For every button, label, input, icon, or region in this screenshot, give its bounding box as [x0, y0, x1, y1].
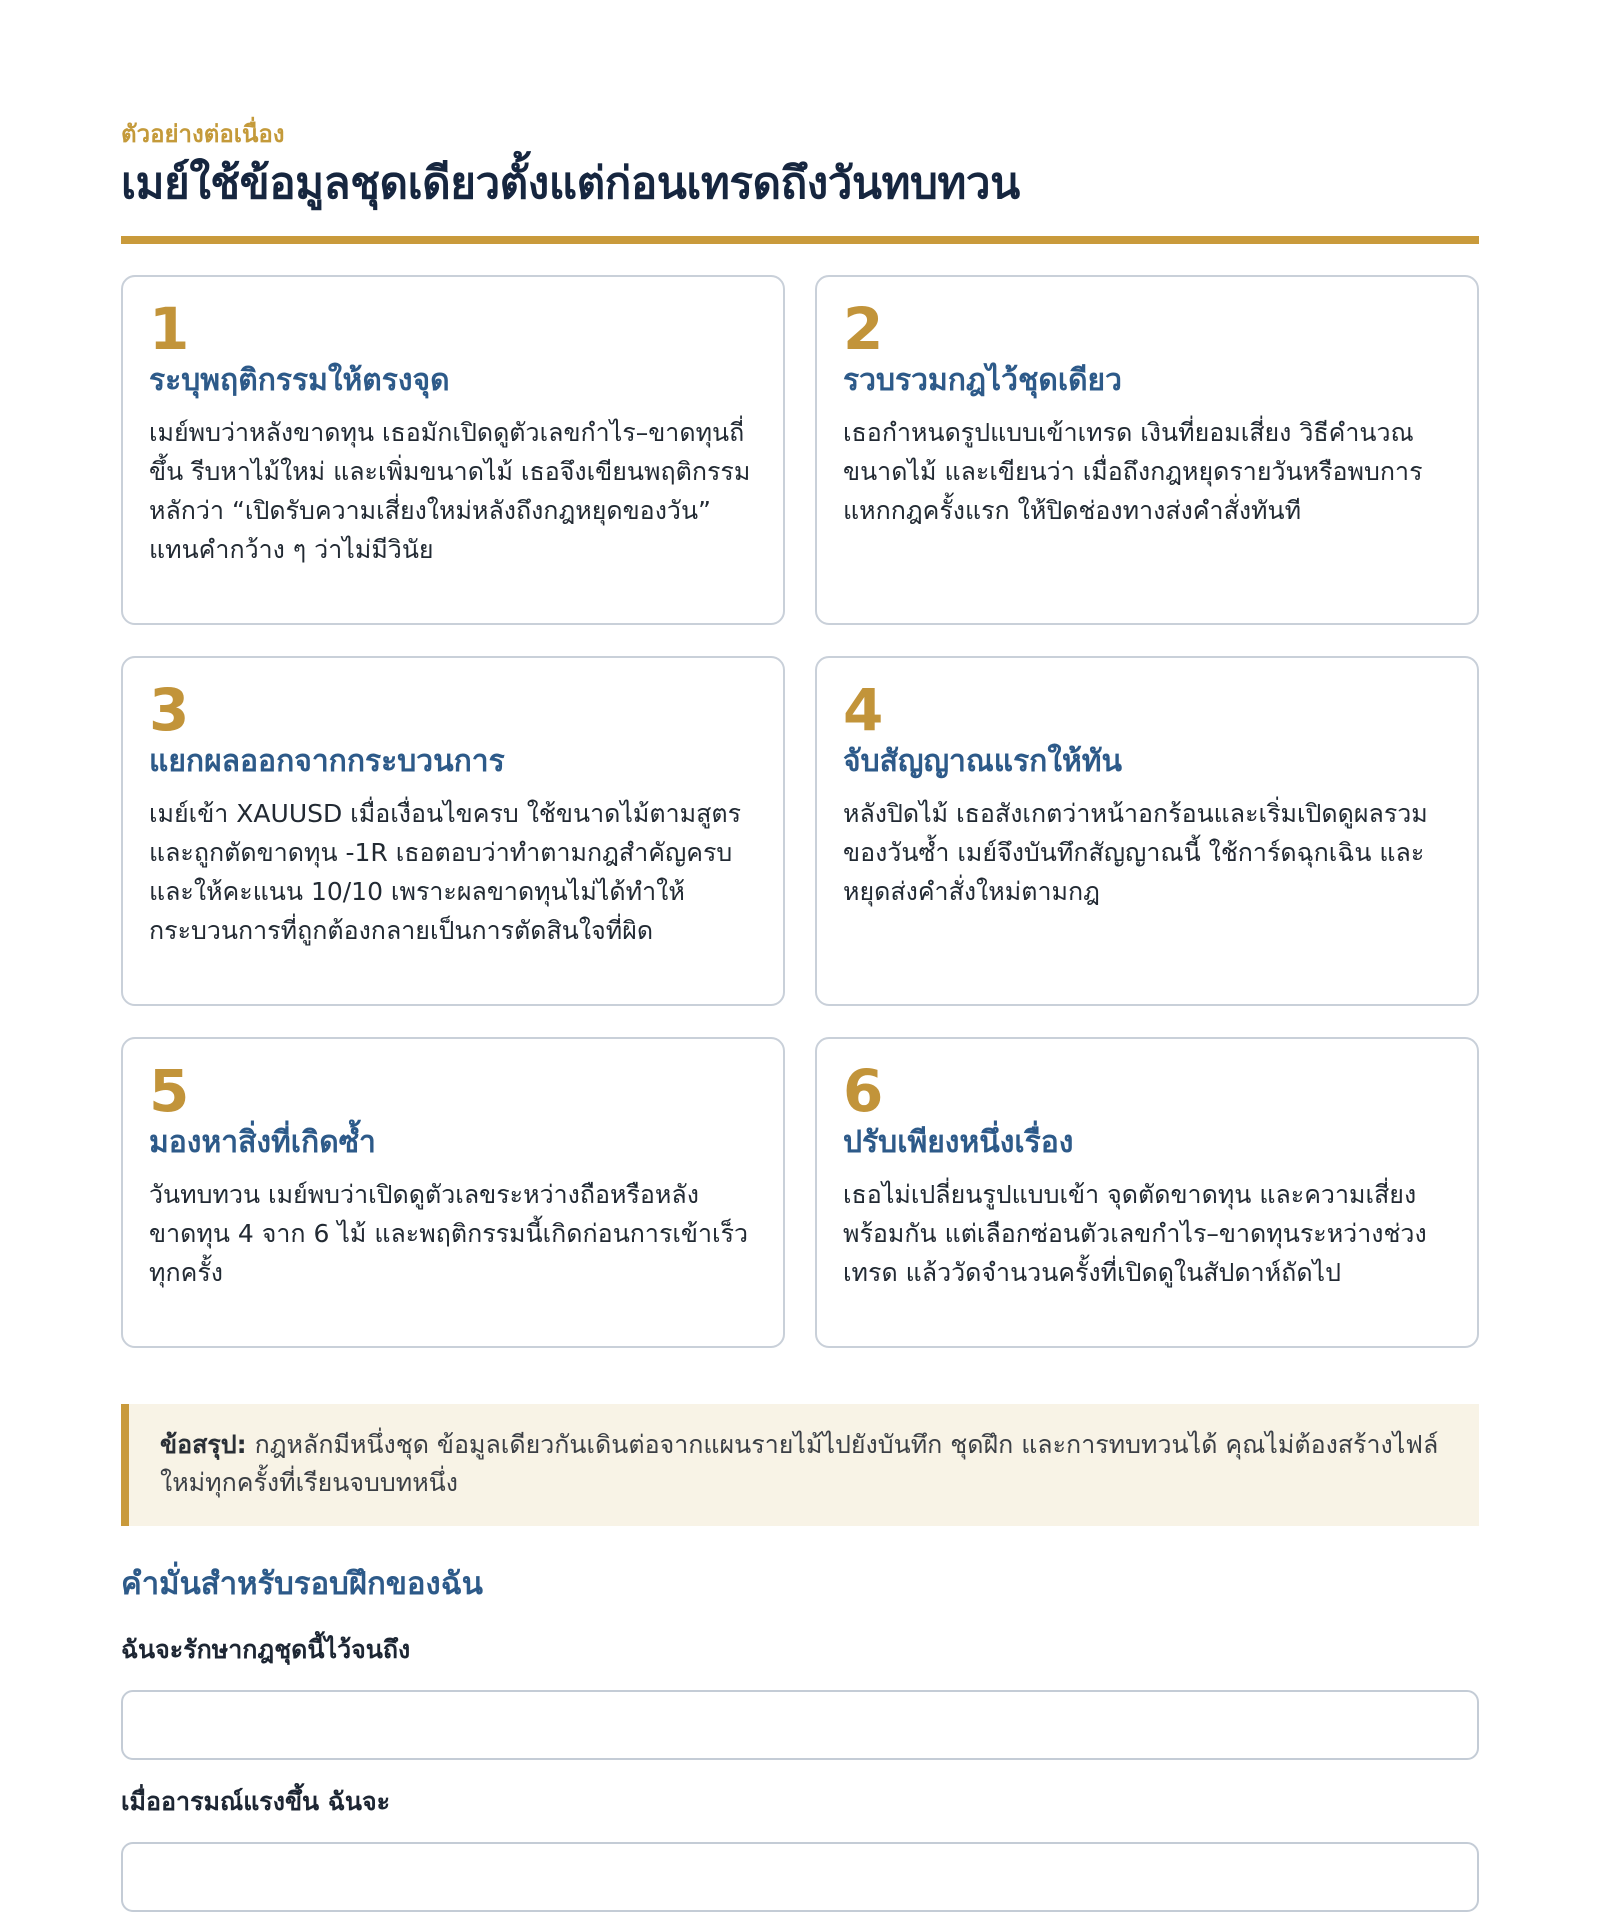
step-body: หลังปิดไม้ เธอสังเกตว่าหน้าอกร้อนและเริ่มเปิดดูผลรวมของวันซ้ำ เมย์จึงบันทึกสัญญาณนี้ ใช้การ์ดฉุกเฉิน และหยุดส่งคำสั่งใหม่ตามกฎ — [843, 799, 1428, 906]
step-body: เธอกำหนดรูปแบบเข้าเทรด เงินที่ยอมเสี่ยง วิธีคำนวณขนาดไม้ และเขียนว่า เมื่อถึงกฎหยุดรายวันหรือพบการแหกกฎครั้งแรก ให้ปิดช่องทางส่งคำสั่งทันที — [843, 418, 1423, 525]
commitment-field-label-2: เมื่ออารมณ์แรงขึ้น ฉันจะ — [121, 1787, 391, 1816]
eyebrow: ตัวอย่างต่อเนื่อง — [121, 120, 285, 148]
step-title: แยกผลออกจากกระบวนการ — [149, 744, 505, 779]
step-number: 5 — [149, 1057, 190, 1125]
step-number: 3 — [149, 676, 190, 744]
summary-label: ข้อสรุป: — [160, 1430, 247, 1459]
commitment-input-emotion-plan[interactable] — [121, 1842, 1479, 1912]
summary-callout — [121, 1404, 1479, 1526]
commitment-field-label-1: ฉันจะรักษากฎชุดนี้ไว้จนถึง — [121, 1635, 411, 1664]
step-card-6 — [815, 1037, 1479, 1348]
page — [121, 118, 1479, 1912]
step-card-2 — [815, 275, 1479, 625]
step-body: เมย์พบว่าหลังขาดทุน เธอมักเปิดดูตัวเลขกำไร–ขาดทุนถี่ขึ้น รีบหาไม้ใหม่ และเพิ่มขนาดไม้ เธอจึงเขียนพฤติกรรมหลักว่า “เปิดรับความเสี่ยงใหม่หลังถึงกฎหยุดของวัน” แทนคำกว้าง ๆ ว่าไม่มีวินัย — [149, 418, 751, 564]
title-divider — [121, 236, 1479, 244]
step-title: ระบุพฤติกรรมให้ตรงจุด — [149, 363, 450, 398]
step-title: มองหาสิ่งที่เกิดซ้ำ — [149, 1125, 376, 1160]
step-body: เมย์เข้า XAUUSD เมื่อเงื่อนไขครบ ใช้ขนาดไม้ตามสูตร และถูกตัดขาดทุน -1R เธอตอบว่าทำตามกฎสำคัญครบ และให้คะแนน 10/10 เพราะผลขาดทุนไม่ได้ทำให้กระบวนการที่ถูกต้องกลายเป็นการตัดสินใจที่ผิด — [149, 799, 742, 945]
step-body: เธอไม่เปลี่ยนรูปแบบเข้า จุดตัดขาดทุน และความเสี่ยงพร้อมกัน แต่เลือกซ่อนตัวเลขกำไร–ขาดทุนระหว่างช่วงเทรด แล้ววัดจำนวนครั้งที่เปิดดูในสัปดาห์ถัดไป — [843, 1180, 1427, 1287]
step-card-1 — [121, 275, 785, 625]
step-title: รวบรวมกฎไว้ชุดเดียว — [843, 363, 1122, 398]
commitment-input-keep-rules[interactable] — [121, 1690, 1479, 1760]
commitment-heading: คำมั่นสำหรับรอบฝึกของฉัน — [121, 1566, 483, 1602]
step-number: 2 — [843, 295, 884, 363]
summary-text: กฎหลักมีหนึ่งชุด ข้อมูลเดียวกันเดินต่อจากแผนรายไม้ไปยังบันทึก ชุดฝึก และการทบทวนได้ คุณไม่ต้องสร้างไฟล์ใหม่ทุกครั้งที่เรียนจบบทหนึ่ง — [160, 1430, 1439, 1497]
step-number: 1 — [149, 295, 190, 363]
step-body: วันทบทวน เมย์พบว่าเปิดดูตัวเลขระหว่างถือหรือหลังขาดทุน 4 จาก 6 ไม้ และพฤติกรรมนี้เกิดก่อนการเข้าเร็วทุกครั้ง — [149, 1180, 749, 1287]
step-title: จับสัญญาณแรกให้ทัน — [843, 744, 1123, 779]
step-number: 4 — [843, 676, 884, 744]
step-number: 6 — [843, 1057, 884, 1125]
step-title: ปรับเพียงหนึ่งเรื่อง — [843, 1125, 1074, 1160]
page-title: เมย์ใช้ข้อมูลชุดเดียวตั้งแต่ก่อนเทรดถึงวันทบทวน — [121, 158, 1020, 209]
step-card-3 — [121, 656, 785, 1006]
step-card-4 — [815, 656, 1479, 1006]
steps-grid — [121, 275, 1479, 1348]
step-card-5 — [121, 1037, 785, 1348]
